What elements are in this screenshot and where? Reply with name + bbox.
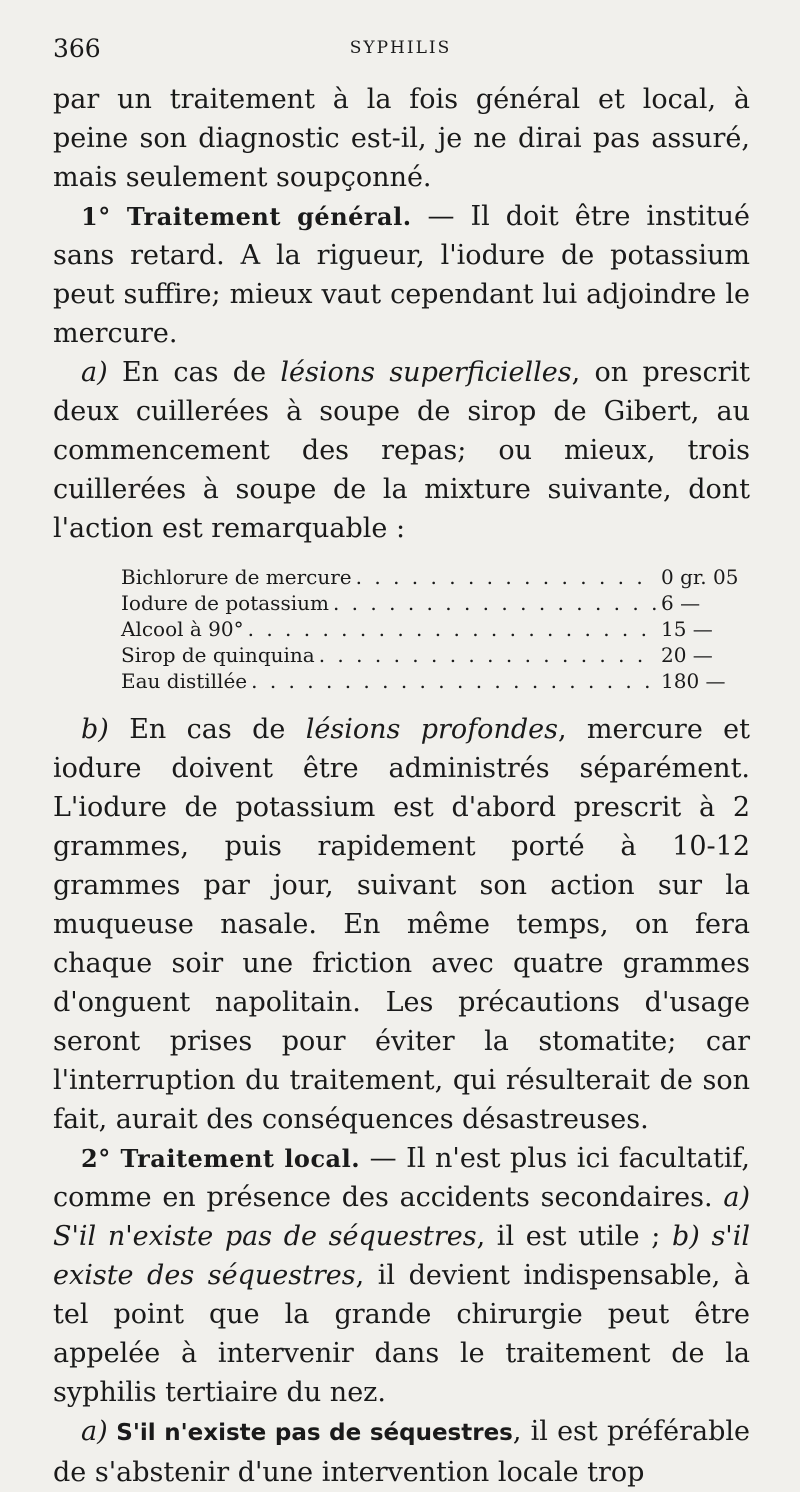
ingredient-name: Iodure de potassium	[121, 591, 329, 615]
prescription-row	[121, 616, 741, 642]
ingredient-name: Eau distillée	[121, 669, 248, 693]
item-marker: a)	[81, 357, 108, 388]
paragraph-text: En cas de	[107, 357, 281, 388]
paragraph-text: En cas de	[108, 714, 306, 745]
prescription-row	[121, 590, 741, 616]
leader-dots	[319, 642, 657, 668]
prescription-row	[121, 564, 741, 590]
paragraph-text: , il devient indispensable, à tel point que la grande chirurgie peut être appelée à intervenir dans le traitement de la syphilis tertiaire du nez.	[53, 1260, 750, 1408]
emphasis: S'il n'existe pas de séquestres	[53, 1221, 477, 1252]
paragraph-deep-lesions	[53, 710, 750, 1139]
paragraph-text: , il est préférable de s'abstenir d'une intervention locale trop	[53, 1416, 750, 1488]
item-marker: b)	[671, 1221, 700, 1252]
ingredient-quantity: 0 gr. 05	[661, 565, 739, 589]
ingredient-quantity: 180 —	[661, 669, 726, 693]
item-marker: b)	[81, 714, 109, 745]
item-marker: a)	[723, 1182, 750, 1213]
emphasis: lésions superficielles	[280, 357, 572, 388]
section-heading-general: 1° Traitement général.	[81, 202, 412, 231]
leader-dots	[356, 564, 657, 590]
leader-dots	[333, 590, 657, 616]
leader-dots	[248, 616, 657, 642]
paragraph-text: , mercure et iodure doivent être administrés séparément. L'iodure de potassium est d'abord prescrit à 2 grammes, puis rapidement porté à 10-12 grammes par jour, suivant son action sur la muqueuse nasale. En même temps, on fera chaque soir une friction avec quatre grammes d'onguent napolitain. Les précautions d'usage seront prises pour éviter la stomatite; car l'interruption du traitement, qui résulterait de son fait, aurait des conséquences désastreuses.	[53, 714, 750, 1135]
page-body	[53, 80, 750, 1492]
ingredient-name: Bichlorure de mercure	[121, 565, 352, 589]
paragraph-no-sequestra	[53, 1412, 750, 1492]
subheading: S'il n'existe pas de séquestres	[107, 1420, 513, 1446]
page-header	[53, 34, 748, 66]
prescription-list	[121, 564, 741, 694]
ingredient-quantity: 15 —	[661, 617, 713, 641]
prescription-row	[121, 668, 741, 694]
ingredient-quantity: 6 —	[661, 591, 701, 615]
page-number: 366	[53, 34, 101, 63]
ingredient-quantity: 20 —	[661, 643, 713, 667]
leader-dots	[251, 668, 657, 694]
paragraph-text: , il est utile ;	[476, 1221, 672, 1252]
paragraph-local-treatment	[53, 1139, 750, 1412]
emphasis: lésions profondes	[305, 714, 558, 745]
paragraph-general-treatment	[53, 197, 750, 353]
running-title: SYPHILIS	[349, 38, 452, 58]
paragraph-text: , on prescrit deux cuillerées à soupe de sirop de Gibert, au commencement des repas; ou mieux, trois cuillerées à soupe de la mixture suivante, dont l'action est remarquable :	[53, 357, 751, 544]
item-marker: a)	[81, 1416, 108, 1447]
prescription-row	[121, 642, 741, 668]
ingredient-name: Alcool à 90°	[121, 617, 244, 641]
section-heading-local: 2° Traitement local.	[81, 1144, 361, 1173]
paragraph-intro: par un traitement à la fois général et local, à peine son diagnostic est-il, je ne dirai pas assuré, mais seulement soupçonné.	[53, 84, 750, 193]
paragraph-text: — Il doit être institué sans retard. A la rigueur, l'iodure de potassium peut suffire; mieux vaut cependant lui adjoindre le mercure.	[53, 201, 750, 349]
paragraph-superficial	[53, 353, 750, 548]
ingredient-name: Sirop de quinquina	[121, 643, 315, 667]
paragraph-text: — Il n'est plus ici facultatif, comme en présence des accidents secondaires.	[53, 1143, 750, 1213]
emphasis: s'il existe des séquestres	[53, 1221, 750, 1291]
